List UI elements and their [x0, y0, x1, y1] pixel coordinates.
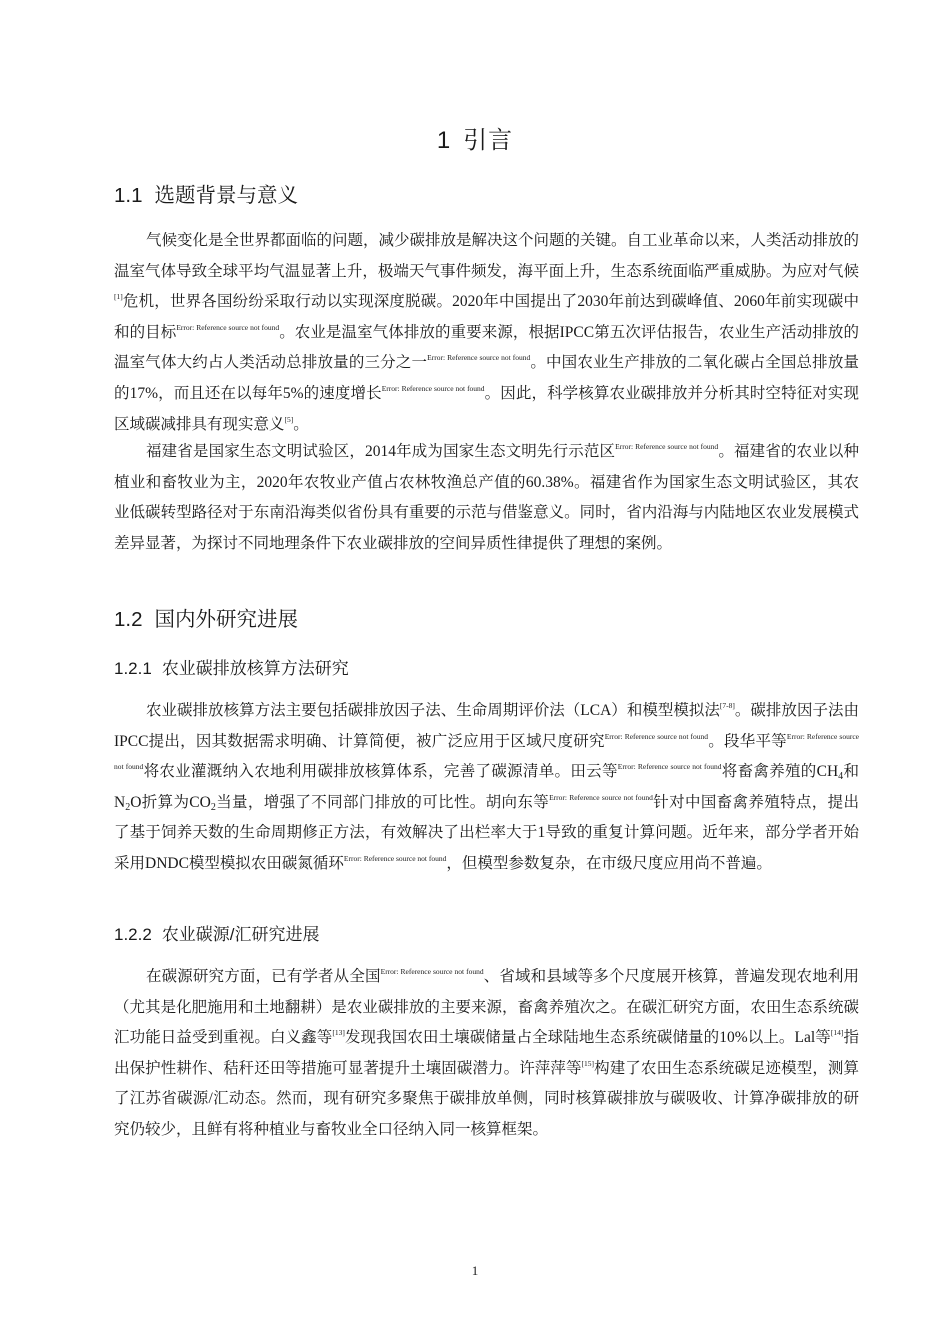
text-run: 。农业是温室气体排放的重要来源，根据IPCC第五次评估报告，农业生产活动排放的温室气体大约占人类活动总排放量的三分之一 — [114, 323, 859, 372]
citation-error: Error: Reference source not found — [114, 731, 859, 772]
citation-error: Error: Reference source not found — [343, 853, 447, 863]
text-run: 构建了农田生态系统碳足迹模型，测算了江苏省碳源/汇动态。然而，现有研究多聚焦于碳排放单侧，同时核算碳排放与碳吸收、计算净碳排放的研究仍较少，且鲜有将种植业与畜牧业全口径纳入同一核算框架。 — [114, 1059, 859, 1138]
subsection-number: 1.2.2 — [114, 925, 152, 944]
citation: [1] — [114, 292, 123, 302]
text-run: ，但模型参数复杂，在市级尺度应用尚不普遍。 — [446, 854, 772, 872]
text-run: 指出保护性耕作、秸秆还田等措施可显著提升土壤固碳潜力。许萍萍等 — [114, 1029, 859, 1077]
section-number: 1.2 — [114, 608, 143, 631]
text-run: 发现我国农田土壤碳储量占全球陆地生态系统碳储量的10%以上。Lal等 — [344, 1029, 831, 1047]
text-run: 农业碳排放核算方法主要包括碳排放因子法、生命周期评价法（LCA）和模型模拟法 — [146, 702, 720, 719]
citation: [14] — [830, 1028, 844, 1038]
section-title: 选题背景与意义 — [154, 184, 298, 207]
citation-error: Error: Reference source not found — [427, 353, 531, 363]
citation: [13] — [332, 1028, 345, 1038]
paragraph-fujian — [114, 437, 859, 559]
paragraph-background — [114, 226, 859, 440]
paragraph-sources-sinks — [114, 962, 859, 1146]
subscript: 2 — [125, 801, 131, 813]
subscript: 4 — [838, 771, 844, 783]
text-run: 。段华平等 — [708, 732, 787, 750]
chapter-number: 1 — [436, 127, 452, 154]
paragraph-methods — [114, 696, 859, 880]
citation-error: Error: Reference source not found — [604, 731, 709, 741]
subsection-heading-1-2-2 — [114, 923, 320, 947]
citation: [5] — [284, 414, 294, 424]
text-run: 。因此，科学核算农业碳排放并分析其时空特征对实现区域碳减排具有现实意义 — [114, 384, 859, 433]
subsection-number: 1.2.1 — [114, 659, 152, 678]
chapter-heading — [0, 120, 950, 155]
text-run: 在碳源研究方面，已有学者从全国 — [146, 968, 381, 985]
section-number: 1.1 — [114, 184, 143, 207]
subsection-title: 农业碳源/汇研究进展 — [161, 925, 320, 944]
text-run: 、省域和县域等多个尺度展开核算，普遍发现农地利用（尤其是化肥施用和土地翻耕）是农业碳排放的主要来源，畜禽养殖次之。在碳汇研究方面，农田生态系统碳汇功能日益受到重视。白义鑫等 — [114, 968, 859, 1047]
citation-error: Error: Reference source not found — [381, 383, 485, 393]
text-run: 福建省是国家生态文明试验区，2014年成为国家生态文明先行示范区 — [146, 443, 616, 460]
text-run: 。中国农业生产排放的二氧化碳占全国总排放量的17%，而且还在以每年5%的速度增长 — [114, 354, 859, 402]
citation: [7-8] — [719, 701, 735, 710]
chapter-title: 引言 — [463, 127, 514, 154]
text-run: 和N — [114, 763, 859, 811]
section-title: 国内外研究进展 — [154, 608, 298, 631]
subsection-title: 农业碳排放核算方法研究 — [161, 659, 349, 678]
citation-error: Error: Reference source not found — [380, 967, 484, 976]
citation-error: Error: Reference source not found — [615, 442, 719, 451]
text-run: 针对中国畜禽养殖特点，提出了基于饲养天数的生命周期修正方法，有效解决了出栏率大于1导致的重复计算问题。近年来，部分学者开始采用DNDC模型模拟农田碳氮循环 — [114, 793, 859, 872]
citation-error: Error: Reference source not found — [549, 792, 653, 802]
subscript: 2 — [210, 801, 216, 813]
text-run: 当量，增强了不同部门排放的可比性。胡向东等 — [215, 793, 550, 811]
page-number: 1 — [471, 1263, 479, 1278]
text-run: 将农业灌溉纳入农地利用碳排放核算体系，完善了碳源清单。田云等 — [143, 763, 618, 781]
text-run: 气候变化是全世界都面临的问题，减少碳排放是解决这个问题的关键。自工业革命以来，人类活动排放的温室气体导致全球平均气温显著上升，极端天气事件频发，海平面上升，生态系统面临严重威胁。为应对气候 — [114, 232, 860, 280]
text-run: O折算为CO — [130, 793, 211, 811]
citation-error: Error: Reference source not found — [617, 762, 722, 772]
text-run: 。福建省的农业以种植业和畜牧业为主，2020年农牧业产值占农林牧渔总产值的60.38%。福建省作为国家生态文明试验区，其农业低碳转型路径对于东南沿海类似省份具有重要的示范与借鉴意义。同时，省内沿海与内陆地区农业发展模式差异显著，为探讨不同地理条件下农业碳排放的空间异质性律提供了理想的案例。 — [114, 443, 859, 552]
text-run: 。碳排放因子法由IPCC提出，因其数据需求明确、计算简便，被广泛应用于区域尺度研究 — [114, 702, 859, 750]
citation-error: Error: Reference source not found — [176, 322, 280, 332]
text-run: 危机，世界各国纷纷采取行动以实现深度脱碳。2020年中国提出了2030年前达到碳峰值、2060年前实现碳中和的目标 — [114, 293, 859, 341]
section-heading-1-2 — [114, 606, 298, 634]
text-run: 。 — [293, 415, 309, 433]
text-run: 将畜禽养殖的CH — [721, 763, 839, 781]
section-heading-1-1 — [114, 182, 298, 210]
citation: [15] — [581, 1058, 595, 1068]
subsection-heading-1-2-1 — [114, 657, 349, 681]
